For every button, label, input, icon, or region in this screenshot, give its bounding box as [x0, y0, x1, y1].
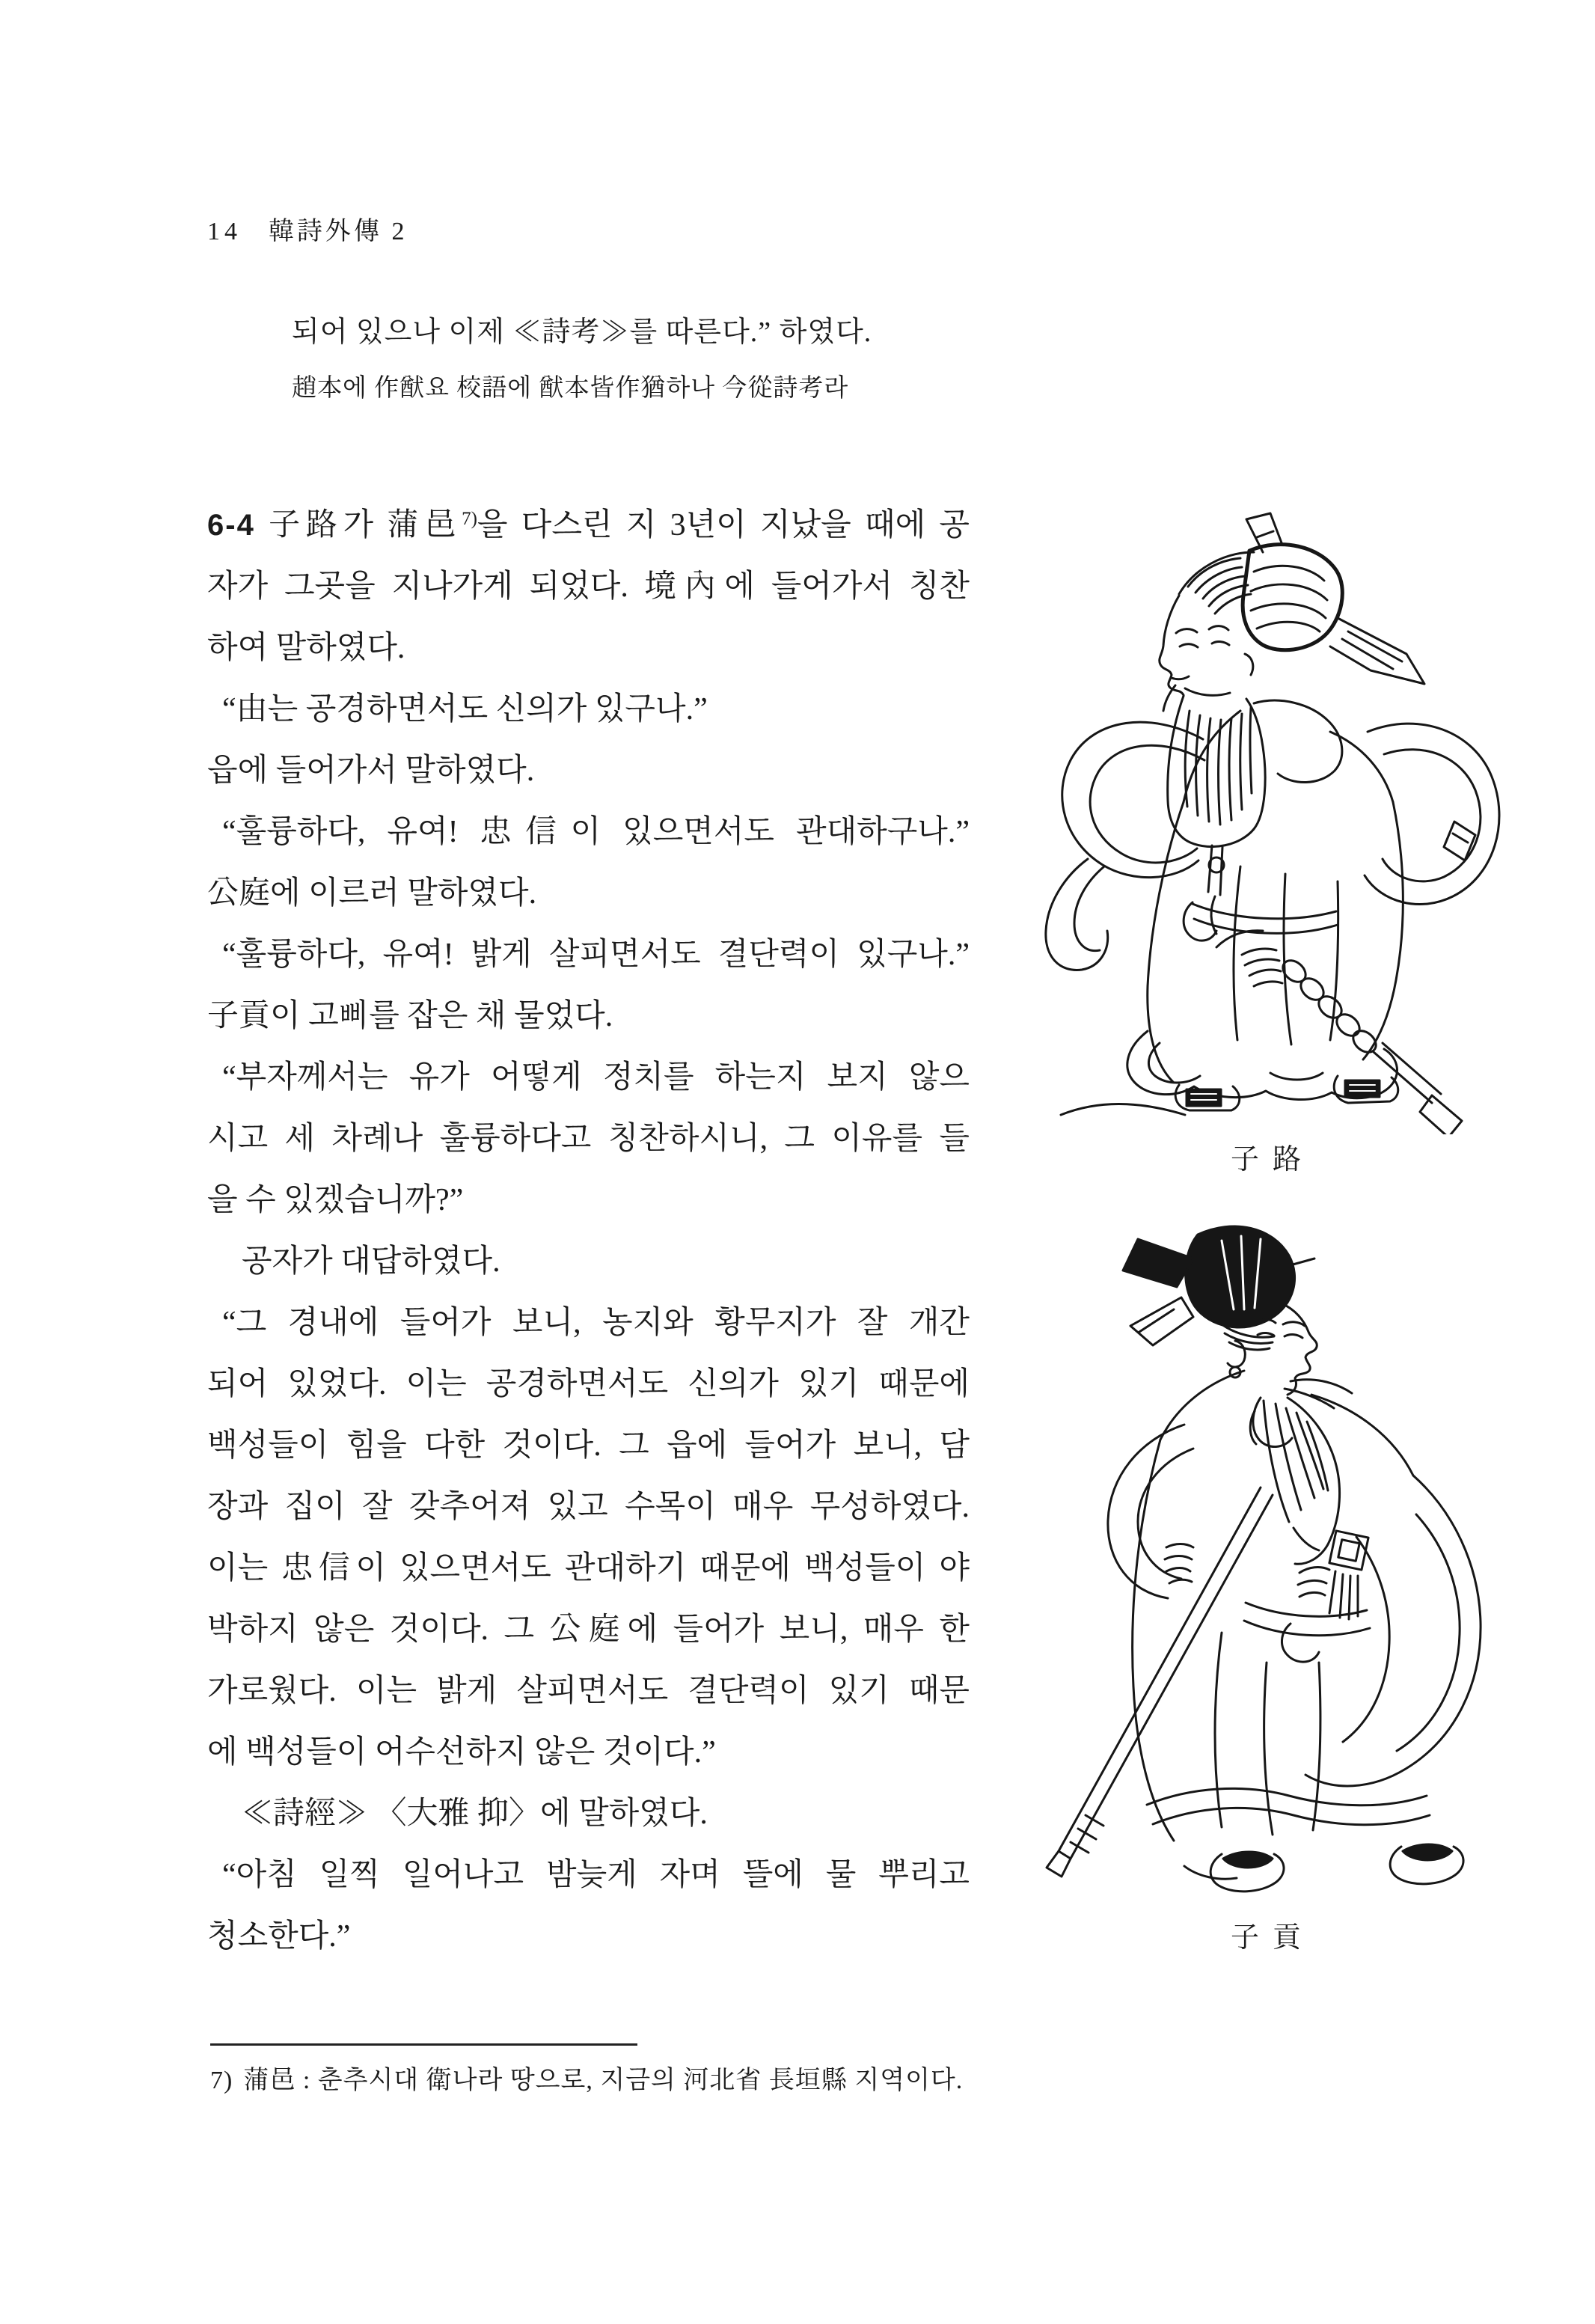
body-line: 박하지 않은 것이다. 그 公庭에 들어가 보니, 매우 한 — [207, 1612, 970, 1647]
section-line1-post: 을 다스린 지 3년이 지났을 때에 공 — [477, 508, 970, 542]
zigong-line-drawing — [997, 1214, 1534, 1915]
footnote-marker: 7) — [210, 2067, 233, 2094]
zilu-line-drawing — [1016, 507, 1516, 1134]
book-title: 韓詩外傳 2 — [269, 218, 408, 245]
body-line: 이는 忠信이 있으면서도 관대하기 때문에 백성들이 야 — [207, 1551, 970, 1585]
section-line1-pre: 子路가 蒲邑 — [269, 508, 462, 542]
page-header — [207, 210, 408, 247]
body-line: 공자가 대답하였다. — [242, 1244, 500, 1279]
body-line: 을 수 있겠습니까?” — [207, 1183, 464, 1217]
footnote-text: 蒲邑 : 춘추시대 衛나라 땅으로, 지금의 河北省 長垣縣 지역이다. — [243, 2067, 964, 2094]
body-line: “훌륭하다, 유여! 忠信이 있으면서도 관대하구나.” — [222, 815, 970, 849]
zilu-illustration — [1016, 507, 1516, 1134]
body-line: 하여 말하였다. — [207, 631, 405, 665]
body-line: 公庭에 이르러 말하였다. — [207, 876, 537, 911]
section-number: 6-4 — [207, 509, 255, 542]
body-line: 子貢이 고삐를 잡은 채 물었다. — [207, 999, 613, 1033]
footnote-divider — [210, 2043, 637, 2046]
body-line: “부자께서는 유가 어떻게 정치를 하는지 보지 않으 — [222, 1060, 970, 1095]
body-line: 시고 세 차례나 훌륭하다고 칭찬하시니, 그 이유를 들 — [207, 1122, 970, 1156]
zigong-caption: 子貢 — [1230, 1922, 1314, 1954]
section-first-line — [207, 495, 970, 556]
body-line: “훌륭하다, 유여! 밝게 살피면서도 결단력이 있구나.” — [222, 938, 970, 972]
body-line: 되어 있었다. 이는 공경하면서도 신의가 있기 때문에 — [207, 1367, 970, 1401]
body-line: ≪詩經≫ 〈大雅 抑〉에 말하였다. — [242, 1796, 708, 1831]
body-line: 백성들이 힘을 다한 것이다. 그 읍에 들어가 보니, 담 — [207, 1428, 970, 1463]
body-line: “그 경내에 들어가 보니, 농지와 황무지가 잘 개간 — [222, 1306, 970, 1340]
body-line: 에 백성들이 어수선하지 않은 것이다.” — [207, 1735, 716, 1770]
body-line: 가로웠다. 이는 밝게 살피면서도 결단력이 있기 때문 — [207, 1674, 970, 1708]
zigong-illustration — [997, 1214, 1534, 1915]
page-number: 14 — [207, 218, 242, 245]
body-line: “아침 일찍 일어나고 밤늦게 자며 뜰에 물 뿌리고 — [222, 1858, 970, 1892]
body-line: 청소한다.” — [207, 1919, 351, 1954]
footnote-reference: 7) — [462, 509, 477, 529]
body-line: 자가 그곳을 지나가게 되었다. 境內에 들어가서 칭찬 — [207, 569, 970, 604]
body-line: 장과 집이 잘 갖추어져 있고 수목이 매우 무성하였다. — [207, 1490, 970, 1524]
body-line: 읍에 들어가서 말하였다. — [207, 753, 535, 788]
carryover-line-1: 되어 있으나 이제 ≪詩考≫를 따른다.” 하였다. — [292, 317, 872, 348]
zilu-caption: 子路 — [1230, 1144, 1314, 1175]
body-line: “由는 공경하면서도 신의가 있구나.” — [222, 692, 708, 727]
carryover-annotation-line: 趙本에 作猷요 校語에 猷本皆作猶하나 今從詩考라 — [292, 375, 849, 402]
footnote — [210, 2059, 963, 2096]
main-text-column — [207, 495, 970, 1967]
